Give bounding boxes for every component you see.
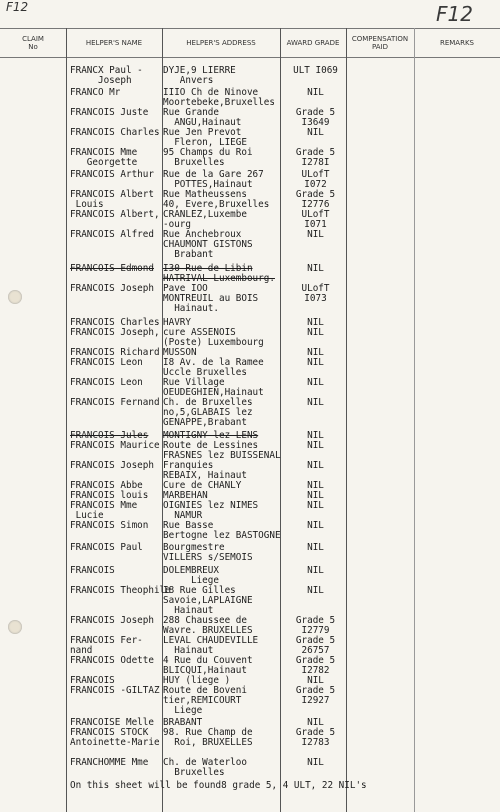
table-row xyxy=(0,685,500,716)
table-row xyxy=(0,585,500,616)
award-grade-cell: NIL xyxy=(307,675,324,686)
helper-address-cell: cure ASSENOIS (Poste) Luxembourg xyxy=(163,327,264,348)
helper-name-cell: FRANCOIS -GILTAZ xyxy=(70,685,160,696)
helper-address-cell: MUSSON xyxy=(163,347,197,358)
helper-name-cell: FRANCOIS xyxy=(70,675,115,686)
helper-name-cell: FRANCOIS Albert Louis xyxy=(70,189,154,210)
helper-address-cell: 98. Rue Champ de Roi, BRUXELLES xyxy=(163,727,253,748)
helper-name-cell: FRANCOIS Theophile xyxy=(70,585,171,596)
helper-name-cell: FRANCOIS Albert, xyxy=(70,209,160,220)
helper-address-cell: IIIO Ch de Ninove Moortebeke,Bruxelles xyxy=(163,87,275,108)
table-row xyxy=(0,758,500,778)
award-grade-cell: Grade 5 I2783 xyxy=(295,727,336,748)
helper-name-cell: FRANCOIS Joseph xyxy=(70,283,154,294)
helper-name-cell: FRANCOIS Juste xyxy=(70,107,149,118)
helper-name-cell: FRANCO Mr xyxy=(70,87,121,98)
helper-address-cell: I8 Av. de la Ramee Uccle Bruxelles xyxy=(163,357,264,378)
helper-name-cell: FRANCOIS Abbe xyxy=(70,480,143,491)
punch-hole xyxy=(8,290,22,304)
helper-address-cell: LEVAL CHAUDEVILLE Hainaut xyxy=(163,635,259,656)
award-grade-cell: NIL xyxy=(307,717,324,728)
helper-name-cell: FRANCOIS Jules xyxy=(70,430,149,441)
award-grade-cell: NIL xyxy=(307,757,324,768)
helper-name-cell: FRANCOIS Leon xyxy=(70,377,143,388)
table-row xyxy=(0,264,500,284)
helper-address-cell: Route de Boveni tier,REMICOURT Liege xyxy=(163,685,247,716)
helper-name-cell: FRANCOIS Charles xyxy=(70,317,160,328)
corner-mark-right: F12 xyxy=(436,2,473,26)
table-row xyxy=(0,66,500,86)
award-grade-cell: ULofT I073 xyxy=(301,283,330,304)
header-compensation: COMPENSATION PAID xyxy=(346,28,414,58)
helper-name-cell: FRANCOIS Fernand xyxy=(70,397,160,408)
table-row xyxy=(0,210,500,230)
helper-address-cell: Route de Lessines FRASNES lez BUISSENAL xyxy=(163,440,281,461)
award-grade-cell: Grade 5 I2782 xyxy=(295,655,336,676)
helper-name-cell: FRANCOIS Alfred xyxy=(70,229,154,240)
table-row xyxy=(0,441,500,461)
table-row xyxy=(0,397,500,428)
helper-address-cell: 95 Champs du Roi Bruxelles xyxy=(163,147,253,168)
award-grade-cell: NIL xyxy=(307,460,324,471)
helper-address-cell: Bourgmestre VILLERS s/SEMOIS xyxy=(163,542,253,563)
helper-address-cell: Franquies REBAIX, Hainaut xyxy=(163,460,247,481)
punch-hole xyxy=(8,620,22,634)
helper-address-cell: DYJE,9 LIERRE Anvers xyxy=(163,65,236,86)
table-row xyxy=(0,88,500,108)
helper-address-cell: Rue Village OEUDEGHIEN,Hainaut xyxy=(163,377,264,398)
table-row xyxy=(0,229,500,260)
helper-name-cell: FRANCOIS Charles xyxy=(70,127,160,138)
helper-address-cell: HAVRY xyxy=(163,317,191,328)
helper-address-cell: HUY (liege ) xyxy=(163,675,231,686)
award-grade-cell: NIL xyxy=(307,490,324,501)
helper-address-cell: Rue Basse Bertogne lez BASTOGNE xyxy=(163,520,281,541)
helper-name-cell: FRANCOIS STOCK Antoinette-Marie xyxy=(70,727,160,748)
helper-name-cell: FRANCOIS Fer- nand xyxy=(70,635,143,656)
table-row xyxy=(0,283,500,314)
helper-name-cell: FRANCOIS Simon xyxy=(70,520,149,531)
award-grade-cell: NIL xyxy=(307,585,324,596)
table-row xyxy=(0,656,500,676)
header-helper-name: HELPER'S NAME xyxy=(66,28,162,58)
helper-name-cell: FRANCOISE Melle xyxy=(70,717,154,728)
table-row xyxy=(0,170,500,190)
header-award-grade: AWARD GRADE xyxy=(280,28,346,58)
award-grade-cell: NIL xyxy=(307,357,324,368)
helper-name-cell: FRANCOIS Richard xyxy=(70,347,160,358)
award-grade-cell: Grade 5 I2927 xyxy=(295,685,336,706)
helper-name-cell: FRANCOIS louis xyxy=(70,490,149,501)
helper-address-cell: DOLEMBREUX Liege xyxy=(163,565,219,586)
corner-mark-left: F12 xyxy=(6,0,29,14)
award-grade-cell: NIL xyxy=(307,542,324,553)
helper-name-cell: FRANCOIS Mme Lucie xyxy=(70,500,138,521)
award-grade-cell: NIL xyxy=(307,440,324,451)
award-grade-cell: NIL xyxy=(307,377,324,388)
helper-address-cell: Ch. de Waterloo Bruxelles xyxy=(163,757,247,778)
table-row xyxy=(0,190,500,210)
award-grade-cell: ULofT I072 xyxy=(301,169,330,190)
award-grade-cell: NIL xyxy=(307,565,324,576)
award-grade-cell: NIL xyxy=(307,397,324,408)
award-grade-cell: NIL xyxy=(307,127,324,138)
header-remarks: REMARKS xyxy=(414,28,500,58)
award-grade-cell: NIL xyxy=(307,263,324,274)
award-grade-cell: Grade 5 I2779 xyxy=(295,615,336,636)
table-row xyxy=(0,328,500,348)
award-grade-cell: NIL xyxy=(307,347,324,358)
helper-address-cell: OIGNIES lez NIMES NAMUR xyxy=(163,500,259,521)
helper-name-cell: FRANCHOMME Mme xyxy=(70,757,149,768)
helper-name-cell: FRANCX Paul - Joseph xyxy=(70,65,143,86)
award-grade-cell: Grade 5 26757 xyxy=(295,635,336,656)
award-grade-cell: NIL xyxy=(307,430,324,441)
helper-address-cell: MONTIGNY lez LENS xyxy=(163,430,259,441)
award-grade-cell: NIL xyxy=(307,317,324,328)
award-grade-cell: Grade 5 I3649 xyxy=(295,107,336,128)
helper-name-cell: FRANCOIS Arthur xyxy=(70,169,154,180)
table-row xyxy=(0,566,500,586)
table-row xyxy=(0,636,500,656)
helper-name-cell: FRANCOIS Odette xyxy=(70,655,154,666)
helper-address-cell: I30 Rue de Libin HATRIVAL Luxembourg. xyxy=(163,263,275,284)
helper-address-cell: Rue Grande ANGU,Hainaut xyxy=(163,107,242,128)
helper-name-cell: FRANCOIS Joseph xyxy=(70,615,154,626)
helper-address-cell: Cure de CHANLY xyxy=(163,480,242,491)
helper-address-cell: Rue Matheussens 40, Evere,Bruxelles xyxy=(163,189,270,210)
helper-name-cell: FRANCOIS Maurice xyxy=(70,440,160,451)
helper-address-cell: I8 Rue Gilles Savoie,LAPLAIGNE Hainaut xyxy=(163,585,253,616)
helper-name-cell: FRANCOIS Leon xyxy=(70,357,143,368)
helper-address-cell: Pave IOO MONTREUIL au BOIS Hainaut. xyxy=(163,283,259,314)
award-grade-cell: NIL xyxy=(307,327,324,338)
table-row xyxy=(0,616,500,636)
helper-address-cell: MARBEHAN xyxy=(163,490,208,501)
award-grade-cell: Grade 5 I278I xyxy=(295,147,336,168)
helper-address-cell: CRANLEZ,Luxembe -ourg xyxy=(163,209,247,230)
helper-name-cell: FRANCOIS Joseph xyxy=(70,460,154,471)
award-grade-cell: NIL xyxy=(307,520,324,531)
table-row xyxy=(0,108,500,128)
table-row xyxy=(0,521,500,541)
table-row xyxy=(0,148,500,168)
table-row xyxy=(0,461,500,481)
helper-address-cell: Rue Jen Prevot Fleron, LIEGE xyxy=(163,127,247,148)
ledger-sheet xyxy=(0,28,500,812)
helper-name-cell: FRANCOIS Joseph, xyxy=(70,327,160,338)
award-grade-cell: NIL xyxy=(307,87,324,98)
award-grade-cell: NIL xyxy=(307,500,324,511)
helper-name-cell: FRANCOIS Paul xyxy=(70,542,143,553)
award-grade-cell: NIL xyxy=(307,229,324,240)
award-grade-cell: Grade 5 I2776 xyxy=(295,189,336,210)
table-row xyxy=(0,358,500,378)
header-helper-address: HELPER'S ADDRESS xyxy=(162,28,280,58)
sheet-summary: On this sheet will be found8 grade 5, 4 ULT, 22 NIL's xyxy=(70,780,367,791)
award-grade-cell: ULofT I071 xyxy=(301,209,330,230)
table-row xyxy=(0,378,500,398)
helper-address-cell: Rue de la Gare 267 POTTES,Hainaut xyxy=(163,169,264,190)
table-row xyxy=(0,728,500,748)
helper-name-cell: FRANCOIS Mme Georgette xyxy=(70,147,138,168)
helper-address-cell: Ch. de Bruxelles no,5,GLABAIS lez GENAPPE,Brabant xyxy=(163,397,253,428)
award-grade-cell: NIL xyxy=(307,480,324,491)
award-grade-cell: ULT I069 xyxy=(293,65,338,76)
table-row xyxy=(0,501,500,521)
helper-name-cell: FRANCOIS xyxy=(70,565,115,576)
table-row xyxy=(0,128,500,148)
helper-address-cell: 4 Rue du Couvent BLICQUI,Hainaut xyxy=(163,655,253,676)
helper-address-cell: 288 Chaussee de Wavre. BRUXELLES xyxy=(163,615,253,636)
helper-name-cell: FRANCOIS Edmond xyxy=(70,263,154,274)
helper-address-cell: BRABANT xyxy=(163,717,203,728)
table-row xyxy=(0,543,500,563)
helper-address-cell: Rue Anchebroux CHAUMONT GISTONS Brabant xyxy=(163,229,253,260)
header-claim: CLAIM No xyxy=(0,28,66,58)
